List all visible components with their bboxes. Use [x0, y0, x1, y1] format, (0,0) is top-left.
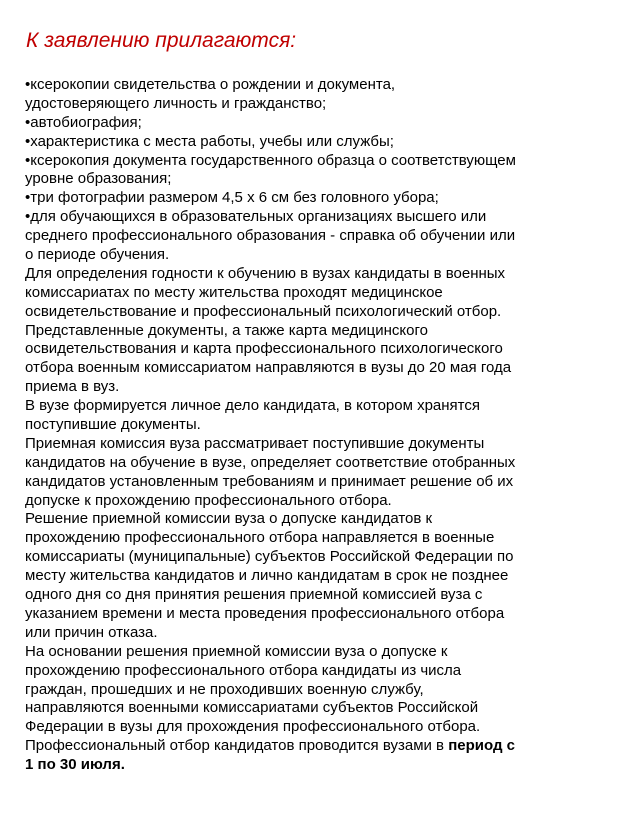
text-line-content: допуске к прохождению профессионального отбора. [25, 491, 392, 509]
text-line [25, 510, 516, 529]
text-line [25, 359, 516, 378]
text-line [25, 586, 516, 605]
text-line [25, 473, 516, 492]
text-line-content: Приемная комиссия вуза рассматривает поступившие документы [25, 434, 485, 452]
text-line-content: Решение приемной комиссии вуза о допуске кандидатов к [25, 510, 433, 528]
text-line [25, 756, 516, 775]
text-line [25, 454, 516, 473]
text-line-content: Для определения годности к обучению в вузах кандидаты в военных [25, 264, 506, 282]
text-line [25, 529, 516, 548]
text-line [25, 340, 516, 359]
text-line-content: Представленные документы, а также карта медицинского [25, 321, 428, 339]
text-line [25, 208, 516, 227]
text-line [25, 265, 516, 284]
text-line-content: отбора военным комиссариатом направляются в вузы до 20 мая года [25, 359, 512, 377]
text-line-content: •автобиография; [25, 113, 142, 131]
text-line-content: комиссариаты (муниципальные) субъектов Российской Федерации по [25, 548, 514, 566]
text-line [25, 303, 516, 322]
text-line-content: освидетельствование и профессиональный психологический отбор. [25, 302, 502, 320]
text-line [25, 718, 516, 737]
text-line-content: •характеристика с места работы, учебы или службы; [25, 132, 394, 150]
text-line-content: удостоверяющего личность и гражданство; [25, 94, 327, 112]
text-line-content: о периоде обучения. [25, 246, 170, 264]
text-line-content: освидетельствования и карта профессионального психологического [25, 340, 503, 358]
text-line-content: уровне образования; [25, 170, 172, 188]
text-line [25, 322, 516, 341]
text-line [25, 624, 516, 643]
text-line-emphasis: 1 по 30 июля. [25, 756, 125, 774]
text-line [25, 662, 516, 681]
text-line-content: прохождению профессионального отбора кандидаты из числа [25, 661, 462, 679]
text-line [25, 95, 516, 114]
text-line-content: среднего профессионального образования - справка об обучении или [25, 227, 516, 245]
text-line [25, 567, 516, 586]
text-line-content: указанием времени и места проведения профессионального отбора [25, 604, 505, 622]
text-line [25, 378, 516, 397]
text-line [25, 737, 516, 756]
text-line [25, 605, 516, 624]
text-line-content: граждан, прошедших и не проходивших военную службу, [25, 680, 424, 698]
text-line-content: •ксерокопии свидетельства о рождении и документа, [25, 76, 396, 93]
text-line [25, 681, 516, 700]
page-title: К заявлению прилагаются: [26, 29, 297, 52]
text-line [25, 170, 516, 189]
text-line [25, 227, 516, 246]
text-line-content: •ксерокопия документа государственного образца о соответствующем [25, 151, 516, 169]
text-line-content: •для обучающихся в образовательных организациях высшего или [25, 208, 487, 226]
text-line [25, 114, 516, 133]
text-line [25, 397, 516, 416]
text-line-content: или причин отказа. [25, 623, 158, 641]
text-line-content: Профессиональный отбор кандидатов проводится вузами в [25, 737, 449, 755]
text-line-content: прохождению профессионального отбора направляется в военные [25, 529, 495, 547]
text-line [25, 643, 516, 662]
document-body [25, 76, 516, 775]
text-line-content: •три фотографии размером 4,5 х 6 см без головного убора; [25, 189, 439, 207]
text-line [25, 492, 516, 511]
text-line-content: кандидатов установленным требованиям и принимает решение об их [25, 472, 514, 490]
text-line [25, 189, 516, 208]
text-line [25, 284, 516, 303]
text-line-content: приема в вуз. [25, 378, 120, 396]
text-line-content: месту жительства кандидатов и лично кандидатам в срок не позднее [25, 567, 509, 585]
text-line [25, 152, 516, 171]
text-line [25, 76, 516, 95]
text-line-content: кандидатов на обучение в вузе, определяет соответствие отобранных [25, 453, 516, 471]
text-line [25, 699, 516, 718]
text-line-content: Федерации в вузы для прохождения профессионального отбора. [25, 718, 481, 736]
text-line-emphasis: период с [448, 737, 515, 755]
text-line-content: направляются военными комиссариатами субъектов Российской [25, 699, 479, 717]
text-line-content: поступившие документы. [25, 416, 201, 434]
text-line-content: В вузе формируется личное дело кандидата, в котором хранятся [25, 397, 480, 415]
text-line [25, 133, 516, 152]
text-line [25, 435, 516, 454]
text-line [25, 246, 516, 265]
text-line-content: одного дня со дня принятия решения приемной комиссией вуза с [25, 586, 483, 604]
text-line-content: комиссариатах по месту жительства проходят медицинское [25, 283, 443, 301]
text-line [25, 416, 516, 435]
text-line [25, 548, 516, 567]
text-line-content: На основании решения приемной комиссии вуза о допуске к [25, 642, 448, 660]
